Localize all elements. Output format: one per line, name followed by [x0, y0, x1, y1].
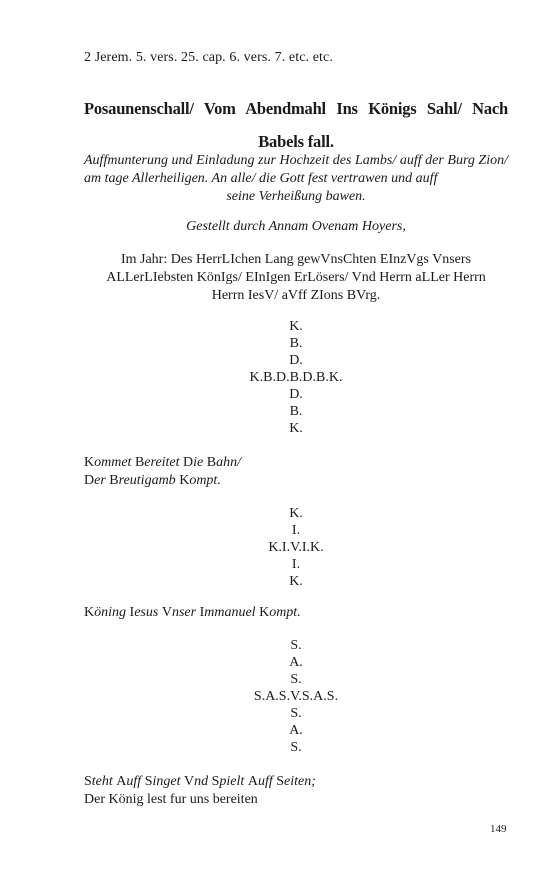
acrostic-line: K. [289, 574, 303, 589]
acrostic-line: D. [289, 387, 303, 402]
text-run: ereitet [144, 455, 184, 470]
acrostic-line: I. [291, 523, 301, 538]
acrostic-line: K.B.D.B.D.B.K. [249, 370, 343, 385]
verse-1-line-2 [84, 472, 508, 490]
text-run: ie [193, 455, 207, 470]
verse-2-line-1 [84, 604, 508, 622]
intro-paragraph [84, 152, 508, 206]
chronogram-line-2: ALLerLIebsten KönIgs/ EInIgen ErLösers/ Vnd Herrn aLLer Herrn [106, 270, 486, 285]
text-run: K [84, 455, 95, 470]
acrostic-line: I. [291, 557, 301, 572]
acrostic-line: B. [289, 404, 303, 419]
text-run: B [206, 455, 217, 470]
acrostic-line: A. [289, 655, 303, 670]
text-run: uff [126, 774, 145, 789]
intro-main: Auffmunterung und Einladung zur Hochzeit des Lambs/ auff der Burg Zion/ am tage Allerheiligen. An alle/ die Gott fest vertrawen und auff [84, 153, 508, 186]
text-run: öning [94, 605, 130, 620]
text-run: S [276, 774, 285, 789]
acrostic-line: K. [289, 421, 303, 436]
text-run: reutigamb [118, 473, 180, 488]
text-run: A [116, 774, 127, 789]
text-run: S [211, 774, 220, 789]
text-run: K [179, 473, 190, 488]
title-line-2: Babels fall. [258, 132, 334, 151]
text-run: B [134, 455, 145, 470]
verse-1-line-1 [84, 454, 508, 472]
text-run: ompt. [269, 605, 301, 620]
acrostic-line: S. [290, 672, 302, 687]
verse-3-line-1 [84, 773, 508, 791]
text-run: er [94, 473, 110, 488]
text-run: D [183, 455, 194, 470]
acrostic-line: K.I.V.I.K. [268, 540, 324, 555]
page-number: 149 [490, 823, 507, 835]
verse-2 [84, 604, 508, 622]
scripture-reference: 2 Jerem. 5. vers. 25. cap. 6. vers. 7. etc. etc. [84, 50, 333, 65]
text-run: nser [171, 605, 200, 620]
acrostic-line: S. [290, 740, 302, 755]
text-run: I [129, 605, 135, 620]
chronogram-paragraph [84, 251, 508, 305]
text-run: pielt [219, 774, 248, 789]
text-run: B [109, 473, 119, 488]
acrostic-line: A. [289, 723, 303, 738]
text-run: teht [91, 774, 117, 789]
text-run: V [161, 605, 172, 620]
text-run: esus [134, 605, 162, 620]
author-line: Gestellt durch Annam Ovenam Hoyers, [186, 219, 406, 234]
acrostic-line: S. [290, 638, 302, 653]
text-run: K [259, 605, 270, 620]
title-line-1: Posaunenschall/ Vom Abendmahl Ins Königs Sahl/ Nach [84, 99, 508, 118]
acrostic-line: K. [289, 506, 303, 521]
text-run: I [199, 605, 205, 620]
text-run: D [84, 473, 95, 488]
text-run: ommet [94, 455, 135, 470]
verse-3-line-2: Der König lest fur uns bereiten [84, 792, 258, 807]
verse-3 [84, 773, 508, 809]
text-run: uff [257, 774, 277, 789]
text-run: S [144, 774, 153, 789]
text-run: K [84, 605, 95, 620]
acrostic-block-1 [84, 318, 508, 437]
text-run: eiten; [284, 774, 316, 789]
verse-1 [84, 454, 508, 490]
acrostic-line: K. [289, 319, 303, 334]
chronogram-line-3: Herrn IesV/ aVff ZIons BVrg. [211, 288, 381, 303]
text-run: ahn/ [216, 455, 242, 470]
intro-last-line: seine Verheißung bawen. [226, 189, 366, 204]
text-run: V [184, 774, 195, 789]
acrostic-block-2 [84, 505, 508, 590]
acrostic-line: S. [290, 706, 302, 721]
text-run: mmanuel [204, 605, 260, 620]
acrostic-line: S.A.S.V.S.A.S. [253, 689, 339, 704]
text-run: A [247, 774, 258, 789]
page-title [84, 92, 508, 158]
acrostic-line: B. [289, 336, 303, 351]
acrostic-line: D. [289, 353, 303, 368]
acrostic-block-3 [84, 637, 508, 756]
text-run: ompt. [189, 473, 221, 488]
text-run: inget [152, 774, 184, 789]
chronogram-line-1: Im Jahr: Des HerrLIchen Lang gewVnsChten EInzVgs Vnsers [120, 252, 472, 267]
text-run: S [84, 774, 92, 789]
text-run: nd [194, 774, 212, 789]
